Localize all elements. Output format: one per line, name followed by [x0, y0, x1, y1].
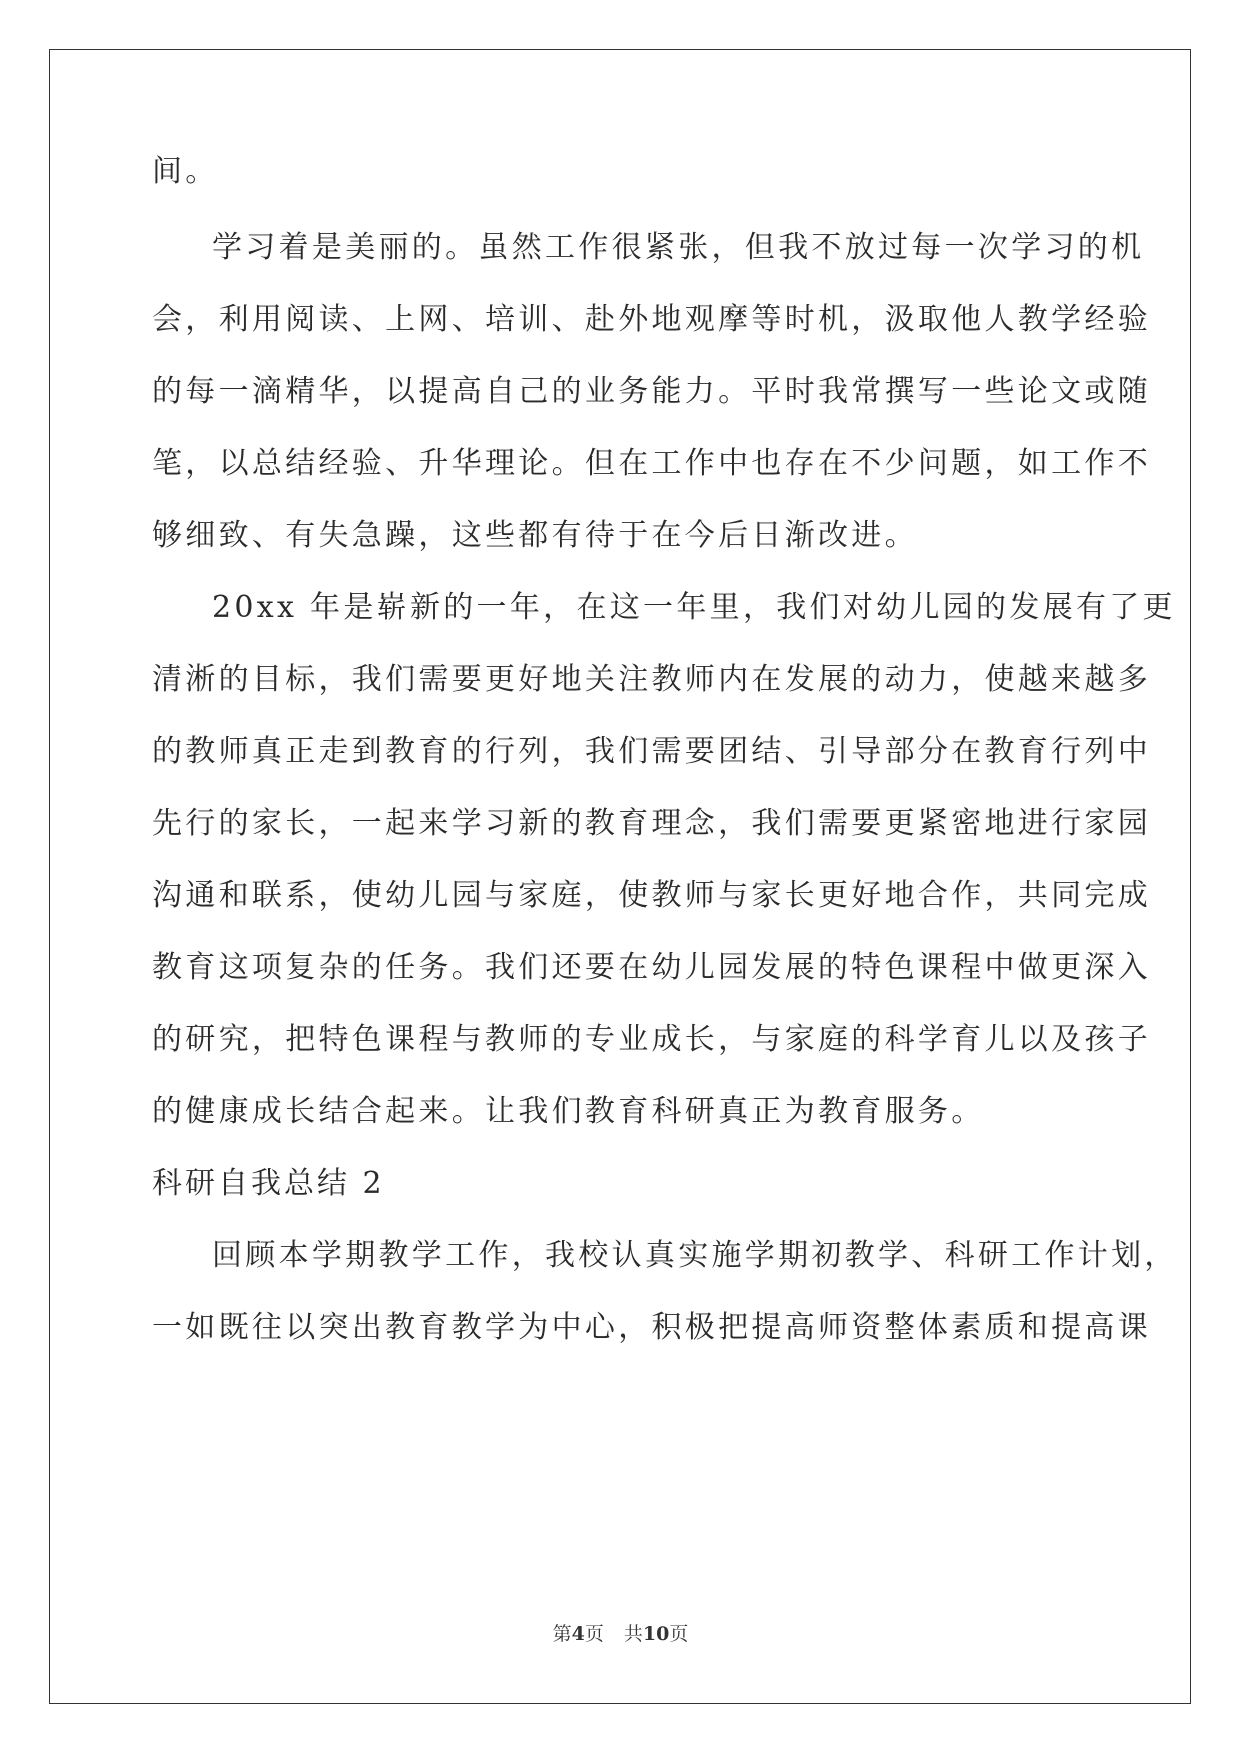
text-line: 笔，以总结经验、升华理论。但在工作中也存在不少问题，如工作不 — [152, 446, 1151, 481]
text-line: 的每一滴精华，以提高自己的业务能力。平时我常撰写一些论文或随 — [152, 374, 1151, 409]
text-line: 的研究，把特色课程与教师的专业成长，与家庭的科学育儿以及孩子 — [152, 1022, 1151, 1057]
text-line: 间。 — [152, 154, 219, 189]
total-suffix: 页 — [669, 1623, 689, 1645]
text-line: 的教师真正走到教育的行列，我们需要团结、引导部分在教育行列中 — [152, 734, 1151, 769]
page-suffix: 页 — [584, 1623, 604, 1645]
paragraph-start-line: 学习着是美丽的。虽然工作很紧张，但我不放过每一次学习的机 — [212, 230, 1145, 265]
page-footer — [0, 1622, 1241, 1646]
text-line: 会，利用阅读、上网、培训、赴外地观摩等时机，汲取他人教学经验 — [152, 302, 1151, 337]
text-line: 的健康成长结合起来。让我们教育科研真正为教育服务。 — [152, 1094, 985, 1129]
paragraph-start-line: 20xx 年是崭新的一年，在这一年里，我们对幼儿园的发展有了更 — [212, 590, 1176, 625]
page-prefix: 第 — [552, 1623, 572, 1645]
text-line: 先行的家长，一起来学习新的教育理念，我们需要更紧密地进行家园 — [152, 806, 1151, 841]
text-line: 清淅的目标，我们需要更好地关注教师内在发展的动力，使越来越多 — [152, 662, 1151, 697]
page-number: 4 — [571, 1623, 585, 1645]
paragraph-start-line: 回顾本学期教学工作，我校认真实施学期初教学、科研工作计划， — [212, 1238, 1178, 1273]
section-heading: 科研自我总结 2 — [152, 1166, 385, 1201]
total-prefix: 共 — [623, 1623, 643, 1645]
text-line: 沟通和联系，使幼儿园与家庭，使教师与家长更好地合作，共同完成 — [152, 878, 1151, 913]
total-pages: 10 — [642, 1623, 670, 1645]
text-line: 够细致、有失急躁，这些都有待于在今后日渐改进。 — [152, 518, 918, 553]
text-line: 一如既往以突出教育教学为中心，积极把提高师资整体素质和提高课 — [152, 1310, 1151, 1345]
page-border — [49, 49, 1191, 1704]
text-line: 教育这项复杂的任务。我们还要在幼儿园发展的特色课程中做更深入 — [152, 950, 1151, 985]
